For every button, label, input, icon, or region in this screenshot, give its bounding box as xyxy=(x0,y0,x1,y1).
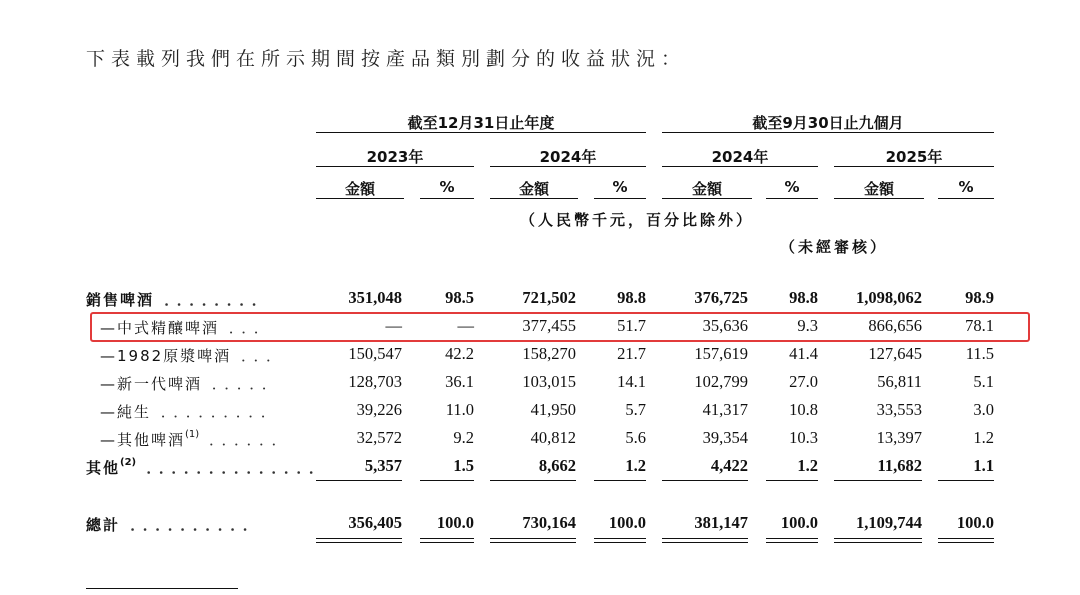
subtotal-rule xyxy=(834,480,922,481)
table-row-5-cell-6: 13,397 xyxy=(876,428,922,447)
table-row-5-cell-0: 32,572 xyxy=(356,428,402,447)
col-rule xyxy=(316,198,404,199)
table-row-1-label xyxy=(100,317,274,338)
table-row-0-label xyxy=(86,289,272,310)
table-row-6-cell-5: 1.2 xyxy=(797,456,818,475)
leader-dots: ．．．．． xyxy=(202,375,282,393)
year-header-1: 2023年 xyxy=(366,148,424,166)
leader-dots: ．．．．．． xyxy=(199,431,292,449)
table-row-3-cell-1: 36.1 xyxy=(445,372,474,391)
table-row-1-cell-3: 51.7 xyxy=(617,316,646,335)
leader-dots: ．．． xyxy=(219,319,274,337)
period-nine-months-header: 截至9月30日止九個月 xyxy=(752,114,904,132)
total-double-rule xyxy=(834,538,922,543)
amount-header: 金額 xyxy=(863,180,894,198)
table-row-0-cell-6: 1,098,062 xyxy=(856,288,922,307)
table-row-4-cell-6: 33,553 xyxy=(876,400,922,419)
table-row-3-cell-3: 14.1 xyxy=(617,372,646,391)
pct-header: % xyxy=(784,178,800,196)
total-row-label xyxy=(86,514,263,535)
total-double-rule xyxy=(938,538,994,543)
table-row-4-cell-0: 39,226 xyxy=(356,400,402,419)
table-row-0-cell-0: 351,048 xyxy=(348,288,402,307)
table-row-0-cell-2: 721,502 xyxy=(522,288,576,307)
table-row-2-cell-7: 11.5 xyxy=(965,344,994,363)
total-double-rule xyxy=(316,538,402,543)
table-row-6-cell-0: 5,357 xyxy=(364,456,402,475)
table-row-5-cell-3: 5.6 xyxy=(625,428,646,447)
table-row-2-cell-2: 158,270 xyxy=(522,344,576,363)
table-row-0-label-text: 銷售啤酒 xyxy=(86,291,155,309)
table-row-2-cell-6: 127,645 xyxy=(868,344,922,363)
table-row-1-cell-0: — xyxy=(385,316,402,335)
table-row-0-cell-1: 98.5 xyxy=(445,288,474,307)
table-row-4-cell-7: 3.0 xyxy=(973,400,994,419)
total-row-cell-5: 100.0 xyxy=(780,513,818,532)
col-rule xyxy=(766,198,818,199)
leader-dots: ．．．．．．．． xyxy=(154,291,272,309)
total-row-cell-7: 100.0 xyxy=(956,513,994,532)
year-header-2: 2024年 xyxy=(539,148,597,166)
total-row-cell-3: 100.0 xyxy=(608,513,646,532)
table-row-2-label-text: —1982原漿啤酒 xyxy=(100,347,232,365)
subtotal-rule xyxy=(420,480,474,481)
table-row-5-cell-7: 1.2 xyxy=(973,428,994,447)
intro-text: 下表載列我們在所示期間按產品類別劃分的收益狀況： xyxy=(86,48,687,70)
table-row-1-cell-4: 35,636 xyxy=(702,316,748,335)
footnote-marker: (1) xyxy=(185,429,200,440)
year-header-3: 2024年 xyxy=(711,148,769,166)
table-row-3-cell-0: 128,703 xyxy=(348,372,402,391)
table-row-6-cell-2: 8,662 xyxy=(538,456,576,475)
header-rule-right xyxy=(662,132,994,133)
table-row-0-cell-4: 376,725 xyxy=(694,288,748,307)
subtotal-rule xyxy=(938,480,994,481)
pct-header: % xyxy=(612,178,628,196)
table-row-3-cell-2: 103,015 xyxy=(522,372,576,391)
table-row-5-cell-5: 10.3 xyxy=(789,428,818,447)
total-row-cell-1: 100.0 xyxy=(436,513,474,532)
table-row-3-cell-6: 56,811 xyxy=(877,372,922,391)
table-row-1-cell-2: 377,455 xyxy=(522,316,576,335)
table-row-4-cell-4: 41,317 xyxy=(702,400,748,419)
year-rule-3 xyxy=(662,166,818,167)
table-row-1-cell-7: 78.1 xyxy=(965,316,994,335)
leader-dots: ．．． xyxy=(231,347,286,365)
table-row-4-cell-5: 10.8 xyxy=(789,400,818,419)
subtotal-rule xyxy=(316,480,402,481)
table-row-2-cell-4: 157,619 xyxy=(694,344,748,363)
table-row-2-cell-3: 21.7 xyxy=(617,344,646,363)
pct-header: % xyxy=(958,178,974,196)
total-row-cell-0: 356,405 xyxy=(348,513,402,532)
table-row-2-label xyxy=(100,345,286,366)
table-row-5-cell-2: 40,812 xyxy=(530,428,576,447)
total-double-rule xyxy=(594,538,646,543)
subtotal-rule xyxy=(490,480,576,481)
year-header-4: 2025年 xyxy=(885,148,943,166)
total-row-label-text: 總計 xyxy=(86,516,121,534)
col-rule xyxy=(594,198,646,199)
table-row-4-cell-2: 41,950 xyxy=(530,400,576,419)
col-rule xyxy=(662,198,752,199)
amount-header: 金額 xyxy=(344,180,375,198)
table-row-5-label-text: —其他啤酒 xyxy=(100,431,186,449)
col-rule xyxy=(420,198,474,199)
total-row-cell-2: 730,164 xyxy=(522,513,576,532)
table-row-6-cell-6: 11,682 xyxy=(877,456,922,475)
footnote-rule xyxy=(86,588,238,589)
total-row-cell-4: 381,147 xyxy=(694,513,748,532)
total-double-rule xyxy=(662,538,748,543)
year-rule-2 xyxy=(490,166,646,167)
subtotal-rule xyxy=(766,480,818,481)
subtotal-rule xyxy=(594,480,646,481)
total-double-rule xyxy=(490,538,576,543)
table-row-1-cell-5: 9.3 xyxy=(797,316,818,335)
table-row-2-cell-5: 41.4 xyxy=(789,344,818,363)
table-row-6-cell-1: 1.5 xyxy=(453,456,474,475)
table-row-6-cell-4: 4,422 xyxy=(710,456,748,475)
footnote-marker: (2) xyxy=(120,457,137,468)
amount-header: 金額 xyxy=(691,180,722,198)
table-row-4-label xyxy=(100,401,281,422)
leader-dots: ．．．．．．．．． xyxy=(151,403,281,421)
table-row-5-cell-1: 9.2 xyxy=(453,428,474,447)
table-row-3-label-text: —新一代啤酒 xyxy=(100,375,203,393)
table-row-4-cell-1: 11.0 xyxy=(445,400,474,419)
table-row-2-cell-0: 150,547 xyxy=(348,344,402,363)
unit-note: （人民幣千元，百分比除外） xyxy=(520,211,755,229)
table-row-5-cell-4: 39,354 xyxy=(702,428,748,447)
period-year-header: 截至12月31日止年度 xyxy=(407,114,555,132)
year-rule-4 xyxy=(834,166,994,167)
table-row-3-cell-5: 27.0 xyxy=(789,372,818,391)
header-rule-left xyxy=(316,132,646,133)
year-rule-1 xyxy=(316,166,474,167)
table-row-1-label-text: —中式精釀啤酒 xyxy=(100,319,220,337)
table-row-4-cell-3: 5.7 xyxy=(625,400,646,419)
subtotal-rule xyxy=(662,480,748,481)
table-row-6-label-text: 其他 xyxy=(86,459,121,477)
unaudited-note: （未經審核） xyxy=(780,238,889,256)
table-row-6-cell-7: 1.1 xyxy=(973,456,994,475)
col-rule xyxy=(490,198,578,199)
table-row-1-cell-1: — xyxy=(457,316,474,335)
col-rule xyxy=(834,198,924,199)
table-row-0-cell-3: 98.8 xyxy=(617,288,646,307)
table-row-4-label-text: —純生 xyxy=(100,403,152,421)
table-row-5-label xyxy=(100,429,291,450)
table-row-1-cell-6: 866,656 xyxy=(868,316,922,335)
amount-header: 金額 xyxy=(518,180,549,198)
total-double-rule xyxy=(766,538,818,543)
table-row-3-cell-4: 102,799 xyxy=(694,372,748,391)
pct-header: % xyxy=(439,178,455,196)
col-rule xyxy=(938,198,994,199)
table-row-3-cell-7: 5.1 xyxy=(973,372,994,391)
table-row-3-label xyxy=(100,373,282,394)
table-row-6-cell-3: 1.2 xyxy=(625,456,646,475)
leader-dots: ．．．．．．．．．． xyxy=(120,516,263,534)
table-row-2-cell-1: 42.2 xyxy=(445,344,474,363)
total-double-rule xyxy=(420,538,474,543)
total-row-cell-6: 1,109,744 xyxy=(856,513,922,532)
leader-dots: ．．．．．．．．．．．．．． xyxy=(136,459,329,477)
table-row-0-cell-5: 98.8 xyxy=(789,288,818,307)
table-row-0-cell-7: 98.9 xyxy=(965,288,994,307)
